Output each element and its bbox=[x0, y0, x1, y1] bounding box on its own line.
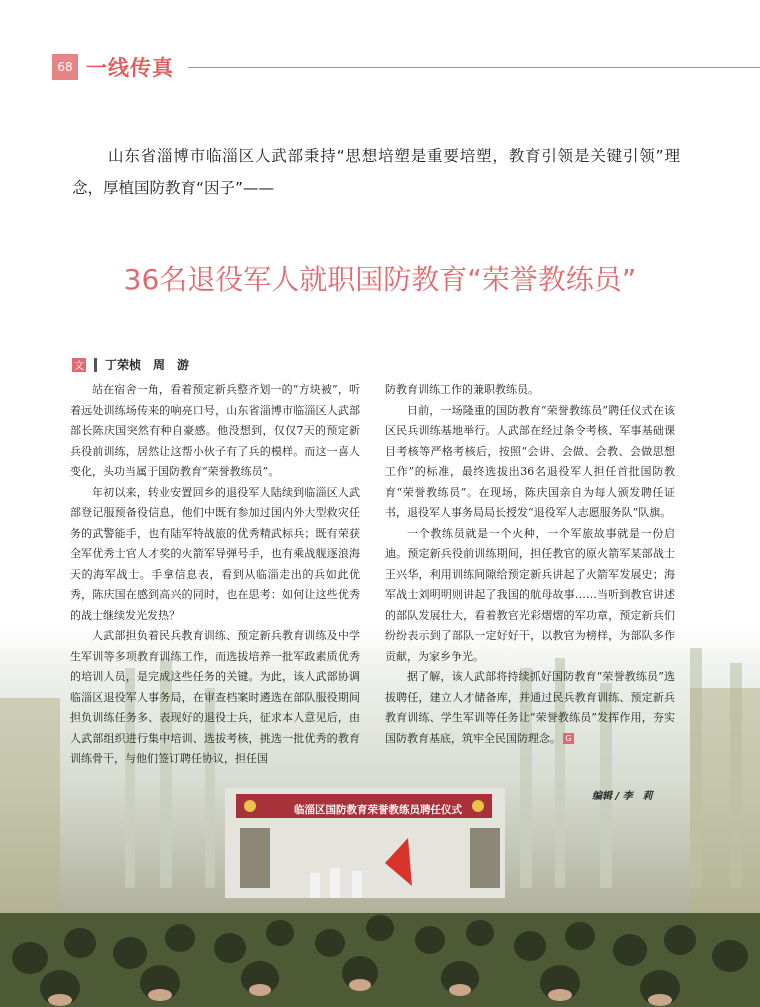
paragraph: 人武部担负着民兵教育训练、预定新兵教育训练及中学生军训等多项教育训练工作，而选拔培养一批军政素质优秀的培训人员，是完成这些任务的关键。为此，该人武部协调临淄区退役军人事务局，在审查档案时遴选在部队服役期间担负训练任务多、表现好的退役士兵，征求本人意见后，由人武部组织进行集中培训、选拔考核，挑选一批优秀的教育训练骨干，与他们签订聘任协议，担任国 bbox=[70, 629, 360, 765]
editor-credit: 编辑 / 李 莉 bbox=[592, 791, 653, 802]
end-mark: G bbox=[563, 733, 574, 744]
byline-authors: 丁荣桢 周 游 bbox=[105, 358, 190, 372]
paragraph-text: 据了解，该人武部将持续抓好国防教育“荣誉教练员”选拔聘任，建立人才储备库，并通过民兵教育训练、预定新兵教育训练、学生军训等任务让“荣誉教练员”发挥作用，夯实国防教育基底，筑牢全民国防理念。 bbox=[385, 670, 675, 745]
section-title: 一线传真 bbox=[86, 56, 174, 80]
page-number: 68 bbox=[52, 54, 78, 80]
byline-badge: 文 bbox=[72, 358, 86, 372]
article-headline: 36名退役军人就职国防教育“荣誉教练员” bbox=[123, 263, 637, 296]
page-header bbox=[0, 50, 760, 84]
byline-divider bbox=[94, 358, 97, 372]
paragraph: 一个教练员就是一个火种，一个军旅故事就是一份启迪。预定新兵役前训练期间，担任教官的原火箭军某部战士王兴华，利用训练间隙给预定新兵讲起了火箭军发展史；海军战士刘明明则讲起了我国的航母故事……当听到教官讲述的部队发展壮大，看着教官光彩熠熠的军功章，预定新兵们纷纷表示到了部队一定好好干，以教官为榜样，为部队多作贡献，为家乡争光。 bbox=[385, 526, 675, 663]
lead-text: 山东省淄博市临淄区人武部秉持“思想培塑是重要培塑，教育引领是关键引领”理念，厚植国防教育“因子”—— bbox=[72, 147, 680, 197]
paragraph: 站在宿舍一角，看着预定新兵整齐划一的“方块被”，听着远处训练场传来的响亮口号，山东省淄博市临淄区人武部部长陈庆国突然有种自豪感。他没想到，仅仅7天的预定新兵役前训练，居然让这帮小伙子有了兵的模样。而这一喜人变化，头功当属于国防教育“荣誉教练员”。 bbox=[70, 383, 360, 478]
article-column-left bbox=[70, 380, 360, 770]
article-column-right bbox=[385, 380, 675, 749]
paragraph: 防教育训练工作的兼职教练员。 bbox=[385, 383, 539, 396]
paragraph: 日前，一场隆重的国防教育“荣誉教练员”聘任仪式在该区民兵训练基地举行。人武部在经过条令考核、军事基础课目考核等严格考核后，按照“会讲、会做、会教、会做思想工作”的标准，最终选拔出36名退役军人担任首批国防教育“荣誉教练员”。在现场，陈庆国亲自为每人颁发聘任证书，退役军人事务局局长授发“退役军人志愿服务队”队旗。 bbox=[385, 403, 675, 519]
ceremony-banner-text: 临淄区国防教育荣誉教练员聘任仪式 bbox=[294, 804, 462, 816]
header-rule bbox=[188, 67, 760, 68]
byline bbox=[72, 356, 189, 373]
paragraph: 年初以来，转业安置回乡的退役军人陆续到临淄区人武部登记服预备役信息，他们中既有参加过国内外大型救灾任务的武警能手，也有陆军特战旅的优秀精武标兵；既有荣获全军优秀士官人才奖的火箭军导弹号手，也有乘战舰逐浪海天的海军战士。手拿信息表，看到从临淄走出的兵如此优秀，陈庆国在感到高兴的同时，也在思考：如何让这些优秀的战士继续发光发热？ bbox=[70, 485, 360, 622]
paragraph bbox=[385, 667, 675, 749]
